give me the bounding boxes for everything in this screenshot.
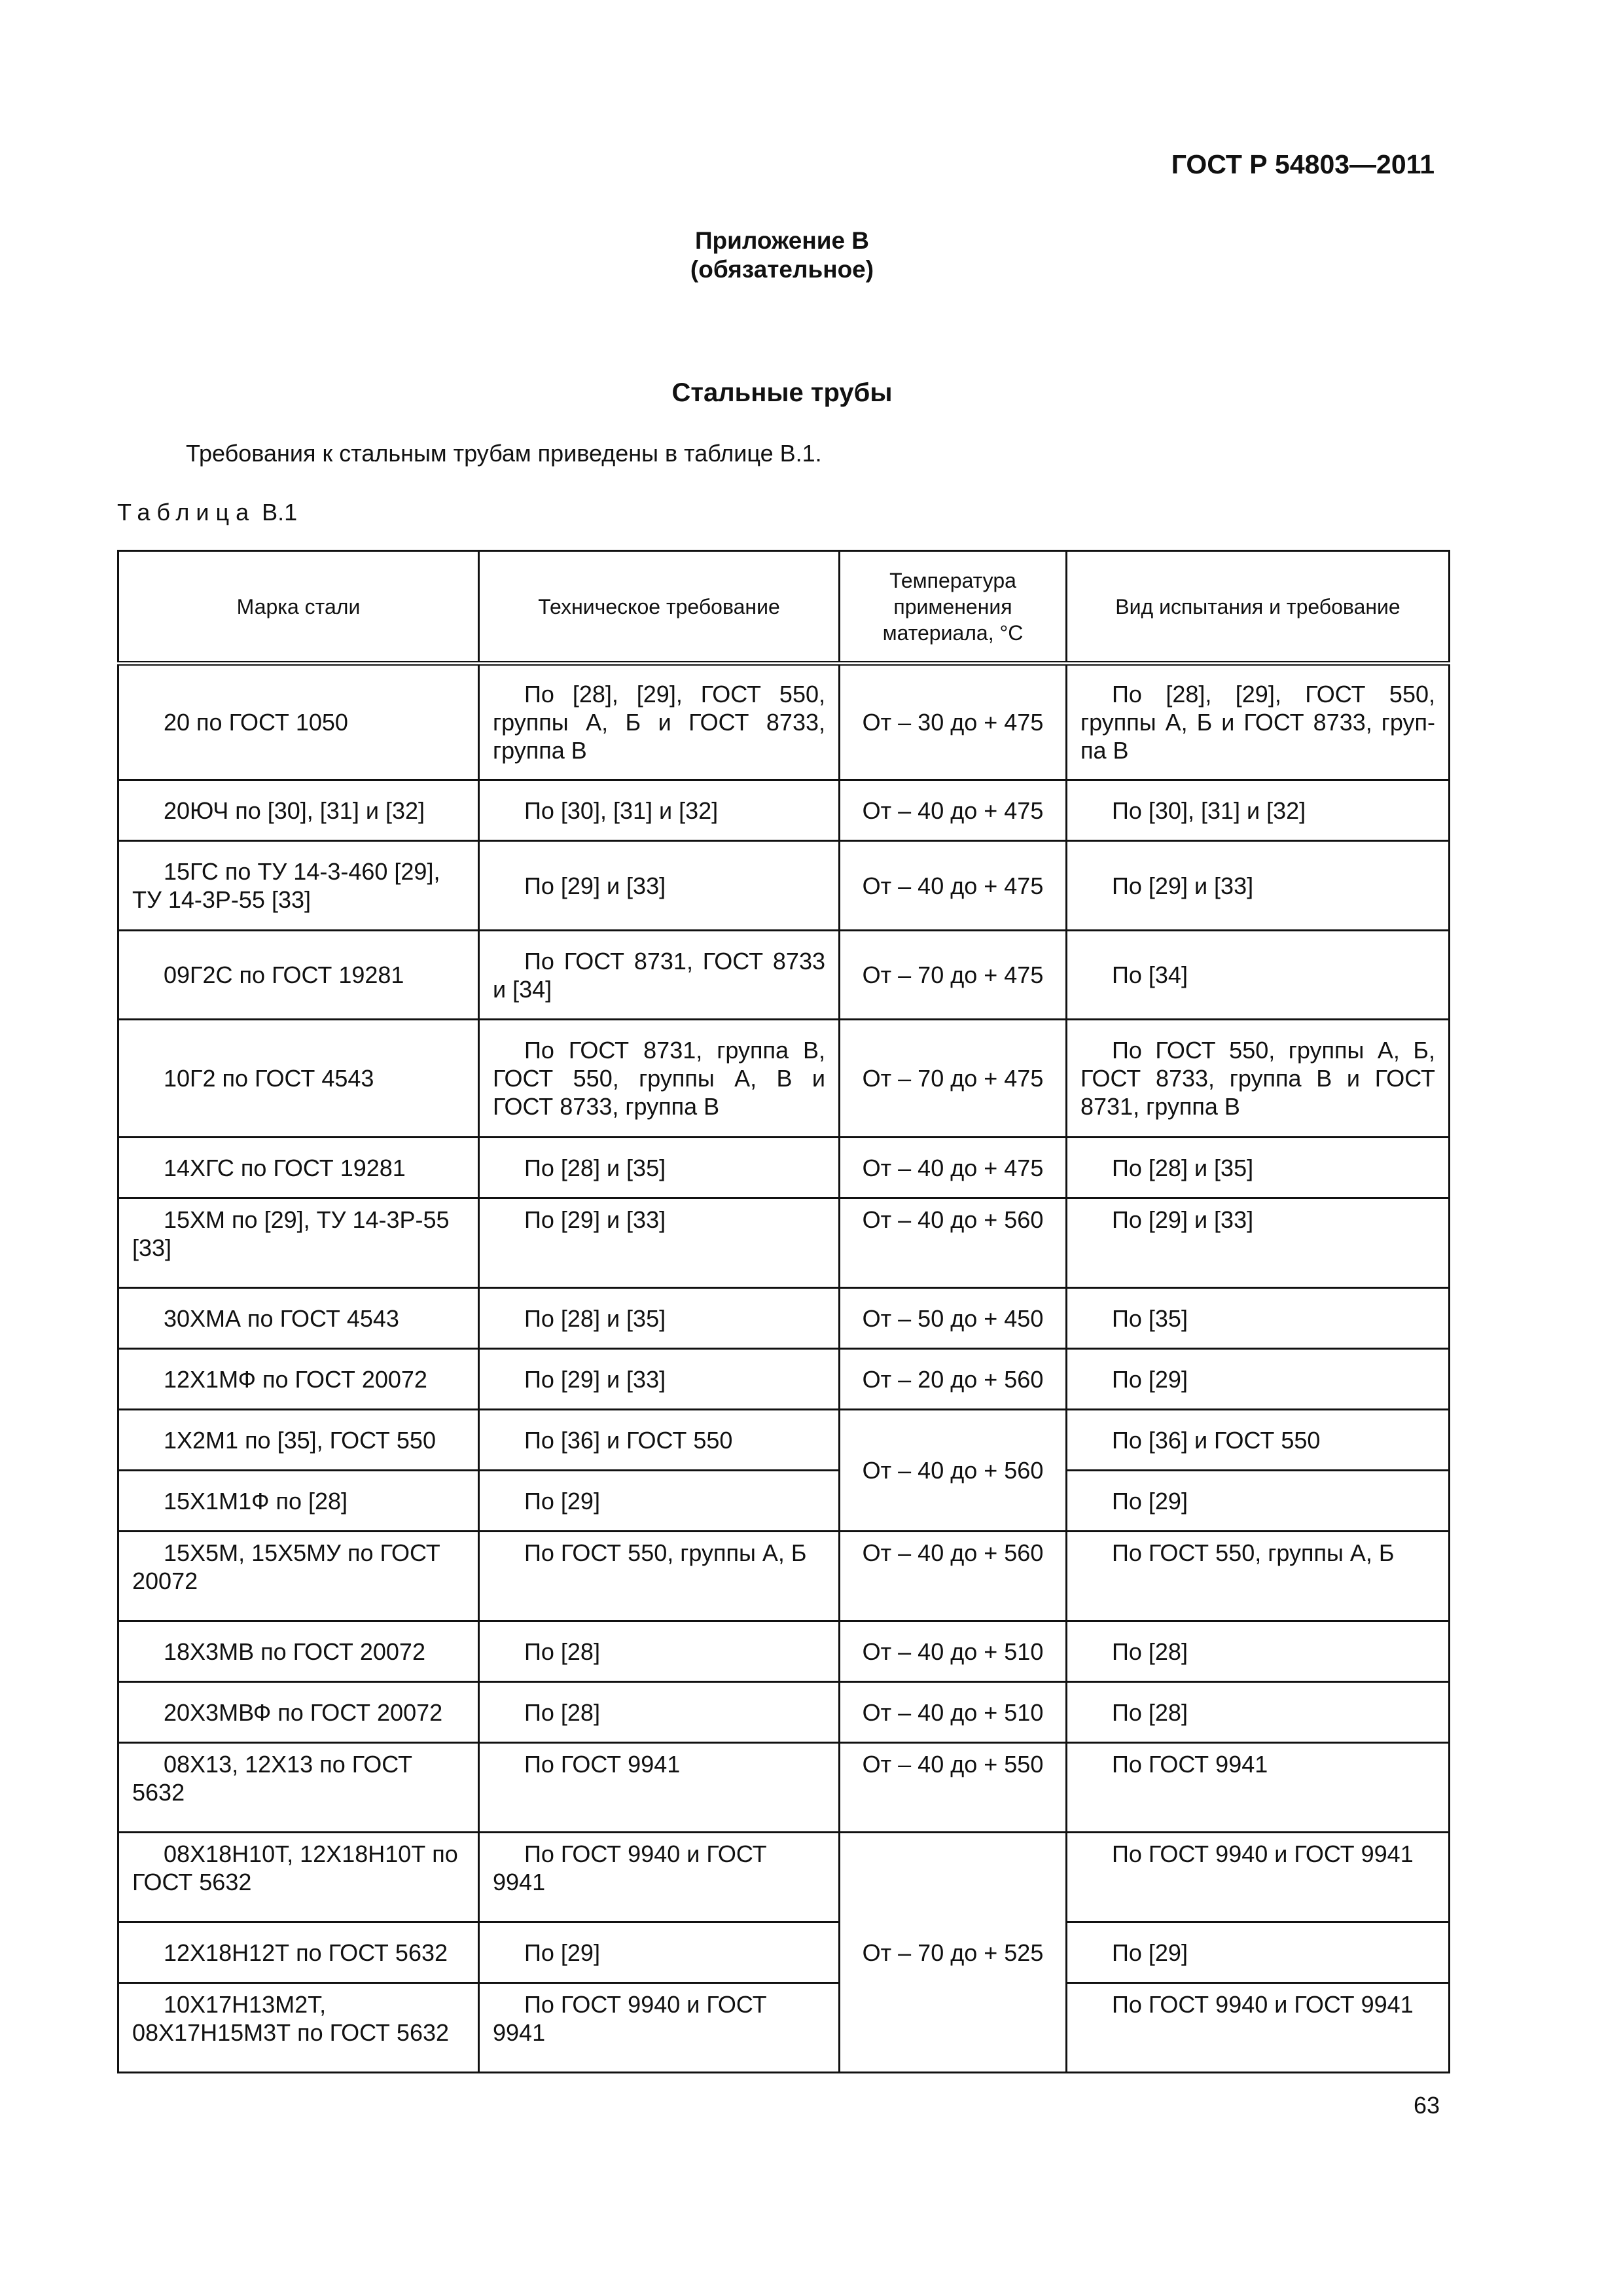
cell-temperature: От – 40 до + 560 [840,1410,1067,1532]
table-row [118,1743,1450,1833]
table-caption-number: В.1 [255,499,298,526]
cell-steel-grade: 10Г2 по ГОСТ 4543 [118,1020,479,1138]
table-row [118,931,1450,1020]
header-steel-grade: Марка стали [118,551,479,664]
cell-test-type: По ГОСТ 550, группы А, Б [1067,1532,1450,1621]
table-row [118,664,1450,780]
table-row [118,1198,1450,1288]
cell-technical-requirement: По [28] и [35] [479,1288,840,1349]
appendix-title: Приложение В [694,227,870,254]
cell-steel-grade: 12Х1МФ по ГОСТ 20072 [118,1349,479,1410]
cell-test-type: По [36] и ГОСТ 550 [1067,1410,1450,1471]
cell-test-type: По [29] [1067,1471,1450,1532]
cell-technical-requirement: По [29] [479,1471,840,1532]
cell-test-type: По [29] и [33] [1067,1198,1450,1288]
cell-test-type: По ГОСТ 550, группы А, Б, ГОСТ 8733, группа В и ГОСТ 8731, группа В [1067,1020,1450,1138]
table-row [118,1349,1450,1410]
cell-temperature: От – 40 до + 550 [840,1743,1067,1833]
cell-temperature: От – 40 до + 475 [840,1138,1067,1198]
cell-temperature: От – 50 до + 450 [840,1288,1067,1349]
appendix-heading [0,226,1564,284]
cell-temperature: От – 40 до + 475 [840,780,1067,841]
cell-technical-requirement: По [29] [479,1922,840,1983]
cell-steel-grade: 15ГС по ТУ 14-3-460 [29], ТУ 14-3Р-55 [33] [118,841,479,931]
cell-steel-grade: 15ХМ по [29], ТУ 14-3Р-55 [33] [118,1198,479,1288]
cell-test-type: По [29] [1067,1349,1450,1410]
cell-temperature: От – 40 до + 510 [840,1621,1067,1682]
cell-test-type: По [28] [1067,1682,1450,1743]
header-technical-requirement: Техническое требование [479,551,840,664]
cell-steel-grade: 12Х18Н12Т по ГОСТ 5632 [118,1922,479,1983]
cell-steel-grade: 30ХМА по ГОСТ 4543 [118,1288,479,1349]
table-row [118,1471,1450,1532]
cell-steel-grade: 1Х2М1 по [35], ГОСТ 550 [118,1410,479,1471]
cell-test-type: По [30], [31] и [32] [1067,780,1450,841]
cell-test-type: По [28] [1067,1621,1450,1682]
cell-test-type: По [29] [1067,1922,1450,1983]
cell-technical-requirement: По ГОСТ 9940 и ГОСТ 9941 [479,1833,840,1922]
intro-paragraph: Требования к стальным трубам приведены в таблице В.1. [186,440,822,467]
cell-technical-requirement: По ГОСТ 8731, ГОСТ 8733 и [34] [479,931,840,1020]
cell-technical-requirement: По [28] [479,1621,840,1682]
cell-technical-requirement: По ГОСТ 8731, группа В, ГОСТ 550, группы А, В и ГОСТ 8733, группа В [479,1020,840,1138]
page-number: 63 [1413,2092,1440,2119]
cell-steel-grade: 20Х3МВФ по ГОСТ 20072 [118,1682,479,1743]
cell-test-type: По [34] [1067,931,1450,1020]
cell-temperature: От – 40 до + 510 [840,1682,1067,1743]
cell-temperature: От – 40 до + 560 [840,1532,1067,1621]
cell-test-type: По ГОСТ 9941 [1067,1743,1450,1833]
table-caption-word: Таблица [117,499,256,526]
cell-steel-grade: 08Х13, 12Х13 по ГОСТ 5632 [118,1743,479,1833]
cell-test-type: По ГОСТ 9940 и ГОСТ 9941 [1067,1833,1450,1922]
cell-steel-grade: 20ЮЧ по [30], [31] и [32] [118,780,479,841]
cell-steel-grade: 09Г2С по ГОСТ 19281 [118,931,479,1020]
cell-steel-grade: 08Х18Н10Т, 12Х18Н10Т по ГОСТ 5632 [118,1833,479,1922]
table-caption [117,499,297,526]
table-header-row [118,551,1450,664]
table-row [118,1682,1450,1743]
cell-test-type: По [29] и [33] [1067,841,1450,931]
cell-test-type: По [35] [1067,1288,1450,1349]
cell-test-type: По [28] и [35] [1067,1138,1450,1198]
cell-technical-requirement: По [36] и ГОСТ 550 [479,1410,840,1471]
cell-temperature: От – 70 до + 475 [840,1020,1067,1138]
table-row [118,1288,1450,1349]
cell-steel-grade: 10Х17Н13М2Т, 08Х17Н15М3Т по ГОСТ 5632 [118,1983,479,2073]
table-row [118,1532,1450,1621]
steel-pipes-table [117,550,1450,2073]
cell-technical-requirement: По [30], [31] и [32] [479,780,840,841]
header-test-type: Вид испытания и требование [1067,551,1450,664]
cell-steel-grade: 15Х1М1Ф по [28] [118,1471,479,1532]
cell-technical-requirement: По ГОСТ 9941 [479,1743,840,1833]
cell-temperature: От – 20 до + 560 [840,1349,1067,1410]
cell-technical-requirement: По ГОСТ 9940 и ГОСТ 9941 [479,1983,840,2073]
section-title: Стальные трубы [671,378,893,407]
cell-technical-requirement: По [28] и [35] [479,1138,840,1198]
table-row [118,1833,1450,1922]
cell-steel-grade: 14ХГС по ГОСТ 19281 [118,1138,479,1198]
cell-temperature: От – 70 до + 475 [840,931,1067,1020]
table-row [118,1138,1450,1198]
cell-technical-requirement: По [29] и [33] [479,1349,840,1410]
cell-temperature: От – 30 до + 475 [840,664,1067,780]
table-row [118,780,1450,841]
cell-technical-requirement: По [29] и [33] [479,1198,840,1288]
table-row [118,1410,1450,1471]
cell-temperature: От – 70 до + 525 [840,1833,1067,2073]
table-row [118,841,1450,931]
header-temperature: Температура применения материала, °С [840,551,1067,664]
cell-test-type: По [28], [29], ГОСТ 550, группы А, Б и ГОСТ 8733, груп-па В [1067,664,1450,780]
table-row [118,1922,1450,1983]
cell-steel-grade: 15Х5М, 15Х5МУ по ГОСТ 20072 [118,1532,479,1621]
cell-temperature: От – 40 до + 560 [840,1198,1067,1288]
cell-technical-requirement: По [28], [29], ГОСТ 550, группы А, Б и ГОСТ 8733, группа В [479,664,840,780]
cell-test-type: По ГОСТ 9940 и ГОСТ 9941 [1067,1983,1450,2073]
cell-technical-requirement: По [29] и [33] [479,841,840,931]
cell-steel-grade: 20 по ГОСТ 1050 [118,664,479,780]
cell-technical-requirement: По ГОСТ 550, группы А, Б [479,1532,840,1621]
appendix-status: (обязательное) [690,256,874,283]
table-row [118,1983,1450,2073]
cell-temperature: От – 40 до + 475 [840,841,1067,931]
table-row [118,1020,1450,1138]
document-code: ГОСТ Р 54803—2011 [1171,149,1435,179]
cell-steel-grade: 18Х3МВ по ГОСТ 20072 [118,1621,479,1682]
table-row [118,1621,1450,1682]
cell-technical-requirement: По [28] [479,1682,840,1743]
